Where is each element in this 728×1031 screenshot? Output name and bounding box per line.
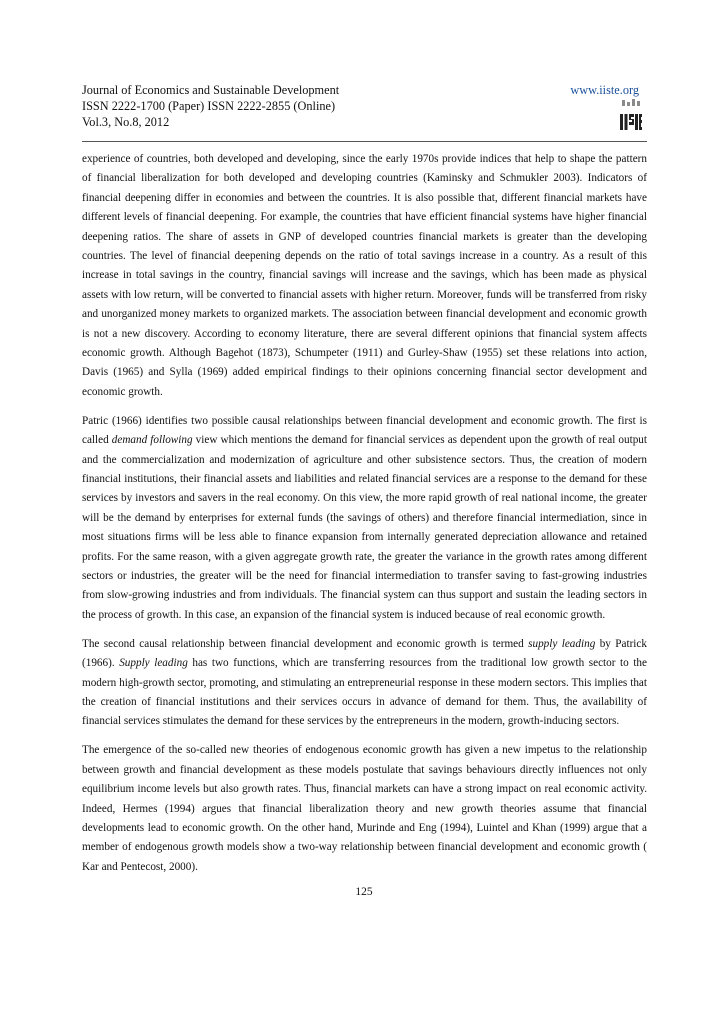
text-run: The emergence of the so-called new theories of endogenous economic growth has given a new impetus to the relationship between growth and financial development as these models postulate that savings behaviours directly influences not only equilibrium income levels but also growth rates. Thus, financial markets can have a strong impact on real economic activity. Indeed, Hermes (1994) argues that financial liberalization theory and new growth theories assume that financial developments lead to economic growth. On the other hand, Murinde and Eng (1994), Luintel and Khan (1999) argue that a member of endogenous growth models show a two-way relationship between financial development and economic growth ( Kar and Pentecost, 2000).: [82, 744, 647, 873]
text-run: view which mentions the demand for financial services as dependent upon the growth of real output and the commercialization and modernization of agriculture and other subsistence sectors. Thus, the creation of modern financial institutions, their financial assets and liabilities and related financial services are a response to the demand for these services by investors and savers in the real economy. On this view, the more rapid growth of real national income, the greater will be the demand by enterprises for external funds (the savings of others) and therefore financial intermediation, since in most situations firms will be less able to finance expansion from internally generated depreciation allowance and retained profits. For the same reason, with a given aggregate growth rate, the greater the variance in the growth rates among different sectors or industries, the greater will be the need for financial intermediation to transfer saving to fast-growing industries from slow-growing industries and from individuals. The financial system can thus support and sustain the leading sectors in the process of growth. In this case, an expansion of the financial system is induced because of real economic growth.: [82, 434, 647, 621]
website-link[interactable]: www.iiste.org: [570, 83, 639, 97]
text-run: The second causal relationship between financial development and economic growth is termed: [82, 637, 529, 650]
italic-term: Supply leading: [119, 657, 188, 670]
volume-line: Vol.3, No.8, 2012: [82, 115, 170, 129]
header-divider: [82, 141, 647, 142]
paragraph: [82, 412, 647, 625]
text-run: has two functions, which are transferring resources from the traditional low growth sector to the modern high-growth sector, promoting, and stimulating an entrepreneurial response in these modern sectors. This implies that the creation of financial institutions and their services occurs in advance of demand for them. Thus, the availability of financial services stimulates the demand for these services by the entrepreneurs in the modern, growth-inducing sectors.: [82, 657, 647, 728]
article-body: [82, 150, 647, 887]
paragraph: [82, 150, 647, 402]
page-header: [82, 82, 647, 130]
issn-line: ISSN 2222-1700 (Paper) ISSN 2222-2855 (Online): [82, 99, 336, 113]
text-run: experience of countries, both developed and developing, since the early 1970s provide indices that help to shape the pattern of financial liberalization for both developed and developing countries (Kaminsky and Schmukler 2003). Indicators of financial deepening differ in economies and between the countries. It is also possible that, different financial markets have different levels of financial deepening. For example, the countries that have efficient financial systems have higher financial deepening ratios. The share of assets in GNP of developed countries financial markets is greater than the developing countries. The level of financial deepening depends on the ratio of total savings increase in a country. As a result of this increase in total savings in the country, financial savings will increase and the savings, which has been made as physical assets with low return, will be converted to financial assets with higher return. Moreover, funds will be transferred from risky and unorganized money markets to organized markets. The association between financial development and economic growth is not a new discovery. According to economy literature, there are several different opinions that financial system affects economic growth. Although Bagehot (1873), Schumpeter (1911) and Gurley-Shaw (1955) set these relations into action, Davis (1965) and Sylla (1969) added empirical findings to their opinions concerning financial sector development and economic growth.: [82, 153, 647, 398]
text-run: by Patrick (1966).: [82, 637, 647, 670]
text-run: Patric (1966) identifies two possible causal relationships between financial development and economic growth. The first is called: [82, 414, 647, 447]
paragraph: [82, 741, 647, 877]
italic-term: demand following: [111, 434, 193, 447]
iiste-logo: [620, 98, 642, 130]
italic-term: supply leading: [528, 637, 596, 650]
journal-title: Journal of Economics and Sustainable Development: [82, 83, 340, 97]
paragraph: [82, 635, 647, 732]
page-number: 125: [355, 886, 373, 898]
